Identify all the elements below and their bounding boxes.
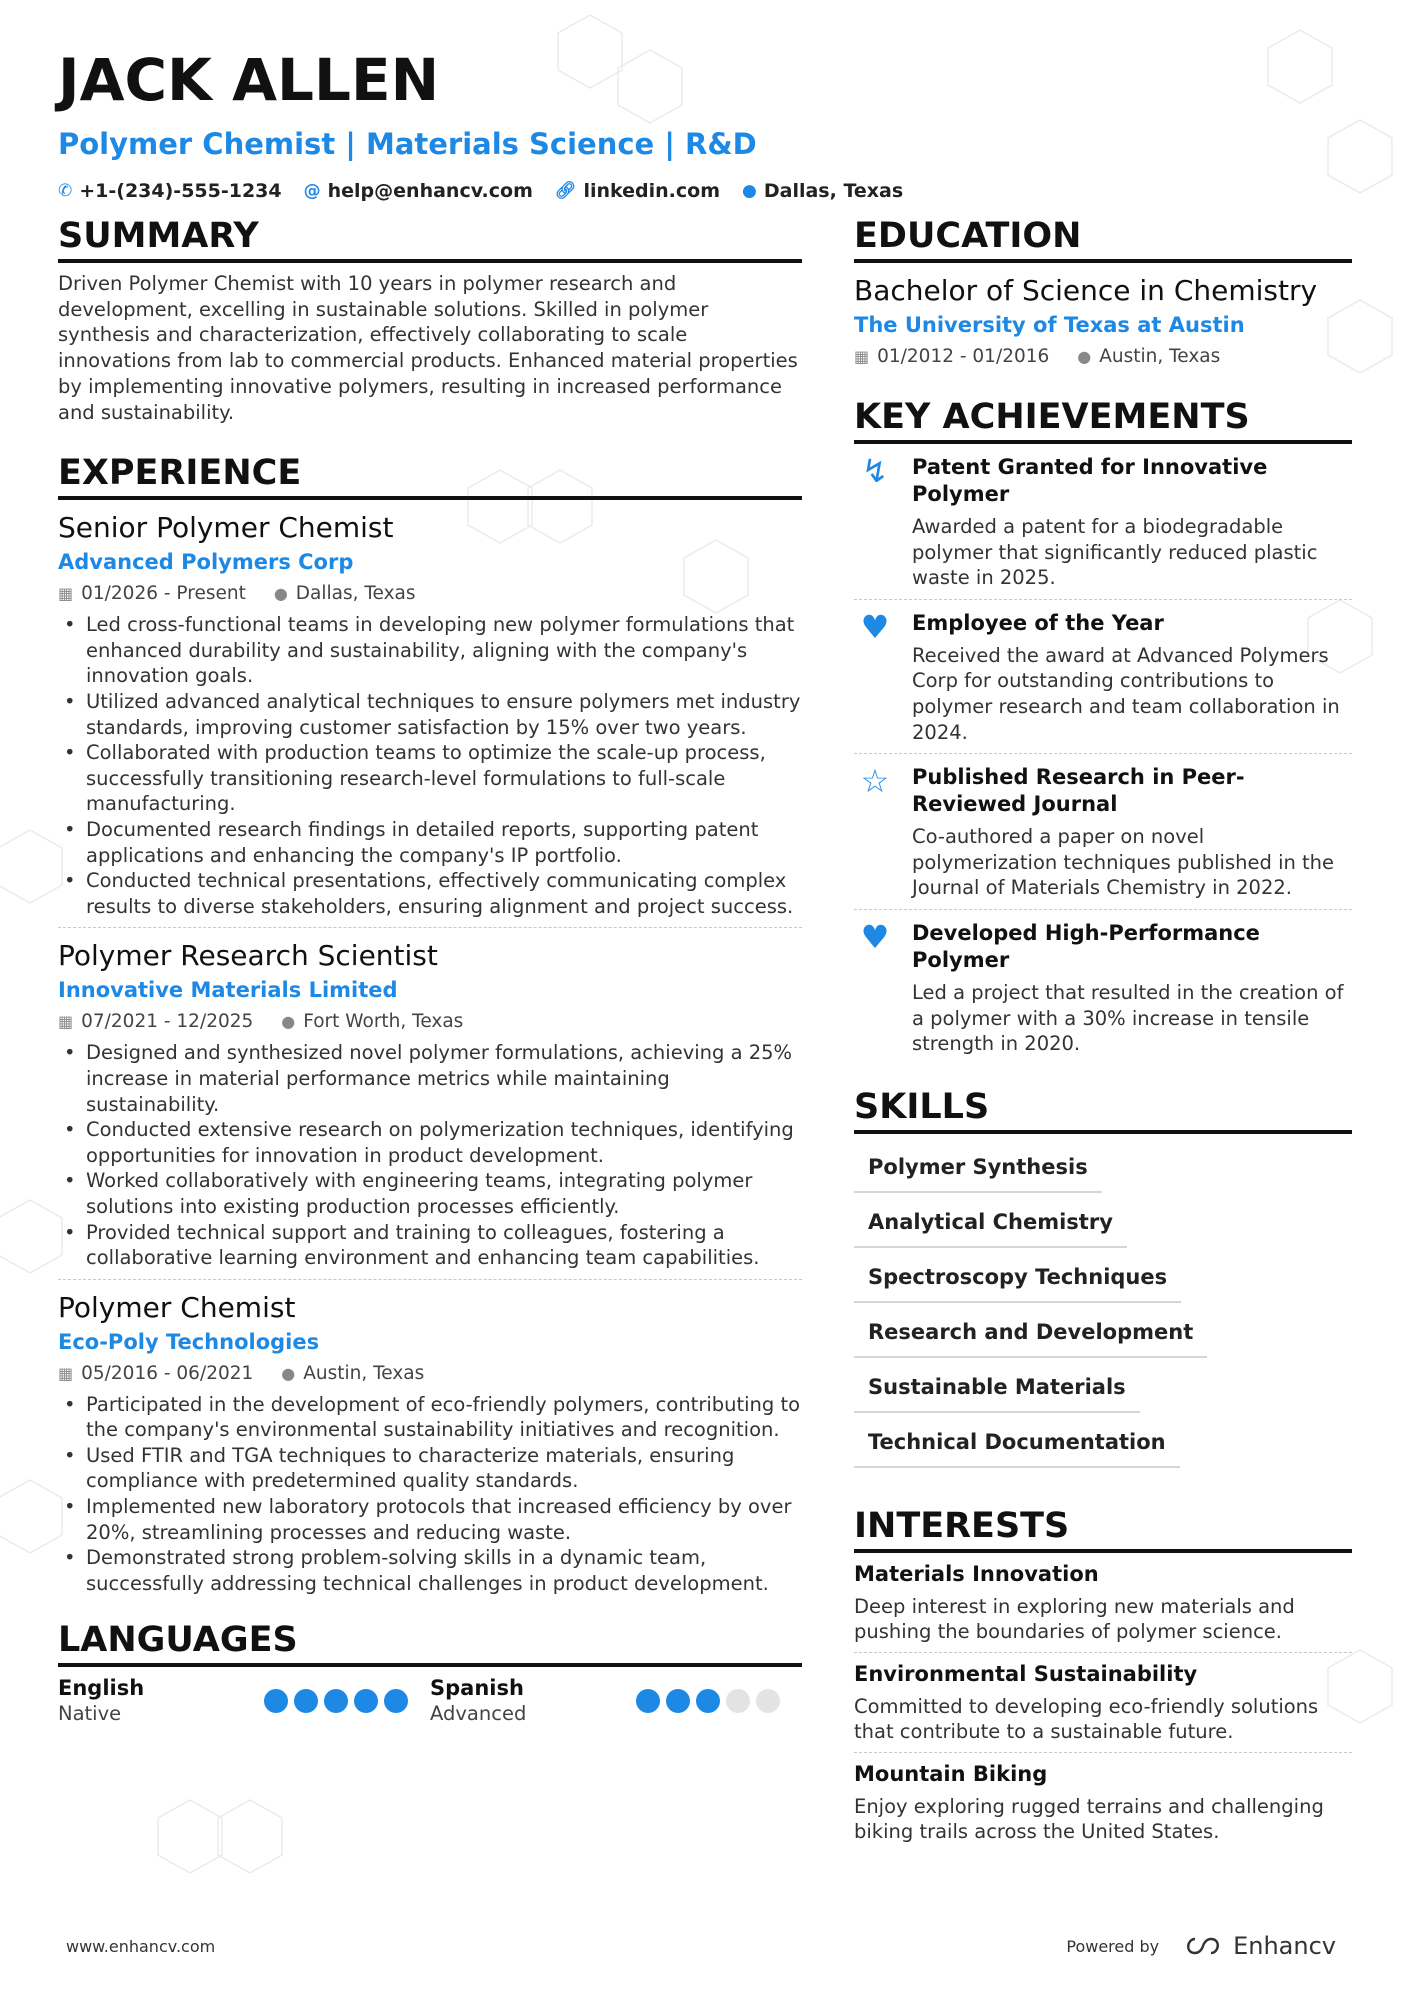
calendar-icon: ▦ — [854, 347, 870, 366]
skill-tag: Technical Documentation — [854, 1419, 1180, 1468]
job-title: Polymer Chemist — [58, 1290, 296, 1324]
achievement-item — [854, 444, 1352, 600]
calendar-icon: ▦ — [58, 1363, 74, 1383]
language-level: Native — [58, 1702, 122, 1726]
summary-section — [58, 214, 802, 425]
achievement-title: Patent Granted for Innovative Polymer — [912, 455, 1268, 506]
brand-name: Enhancv — [1233, 1932, 1336, 1960]
skills-list — [854, 1144, 1352, 1474]
footer — [66, 1932, 1336, 1960]
job-bullet: • Worked collaboratively with engineering teams, integrating polymer solutions into existing production processes efficiently. — [58, 1168, 802, 1219]
interest-desc: Committed to developing eco-friendly solutions that contribute to a sustainable future. — [854, 1694, 1319, 1743]
contact-phone-text: +1-(234)-555-1234 — [79, 180, 282, 202]
job-location: Fort Worth, Texas — [303, 1011, 464, 1033]
language-item — [58, 1675, 430, 1727]
contact-linkedin[interactable] — [555, 180, 720, 202]
language-name: English — [58, 1676, 145, 1701]
job-meta — [58, 1362, 802, 1386]
job-dates: 01/2026 - Present — [81, 583, 246, 605]
header — [58, 44, 1358, 202]
heart-icon: ♥ — [860, 607, 890, 646]
lightning-icon: ↯ — [861, 452, 889, 490]
achievement-title: Employee of the Year — [912, 610, 1164, 635]
achievements-title: KEY ACHIEVEMENTS — [854, 395, 1352, 444]
rating-dot — [666, 1689, 690, 1713]
location-icon: ● — [1077, 347, 1092, 366]
job-bullets — [58, 612, 802, 919]
job-bullet: • Led cross-functional teams in developing new polymer formulations that enhanced durability and sustainability, aligning with the company's innovation goals. — [58, 612, 802, 689]
skill-tag: Sustainable Materials — [854, 1364, 1140, 1413]
contact-location-text: Dallas, Texas — [763, 180, 904, 202]
achievement-desc: Awarded a patent for a biodegradable polymer that significantly reduced plastic waste in 2025. — [912, 515, 1318, 590]
interest-item — [854, 1653, 1352, 1753]
education-dates: 01/2012 - 01/2016 — [877, 346, 1050, 367]
contact-phone[interactable] — [58, 180, 282, 202]
job-dates: 05/2016 - 06/2021 — [81, 1362, 254, 1384]
interest-item — [854, 1753, 1352, 1852]
job-entry — [58, 500, 802, 928]
job-title: Polymer Research Scientist — [58, 939, 438, 973]
phone-icon: ✆ — [58, 181, 73, 201]
calendar-icon: ▦ — [58, 584, 74, 604]
interest-title: Environmental Sustainability — [854, 1661, 1198, 1686]
skills-title: SKILLS — [854, 1085, 1352, 1134]
achievement-item — [854, 600, 1352, 754]
powered-by-text: Powered by — [1066, 1936, 1160, 1956]
job-entry — [58, 1280, 802, 1605]
summary-text: Driven Polymer Chemist with 10 years in polymer research and development, excelling in sustainable solutions. Skilled in polymer synthesis and characterization, effectively collaborating to scale innovations from lab to commercial products. Enhanced material properties by implementing innovative polymers, resulting in increased performance and sustainability. — [58, 272, 798, 424]
interest-desc: Enjoy exploring rugged terrains and challenging biking trails across the United States. — [854, 1794, 1324, 1843]
brand-logo[interactable] — [1181, 1932, 1336, 1960]
achievement-title: Published Research in Peer-Reviewed Journal — [912, 765, 1245, 817]
contact-email-text: help@enhancv.com — [327, 180, 533, 202]
rating-dot — [696, 1689, 720, 1713]
job-dates: 07/2021 - 12/2025 — [81, 1011, 254, 1033]
left-column — [58, 214, 802, 1753]
job-meta — [58, 582, 802, 606]
tagline: Polymer Chemist | Materials Science | R&D — [58, 127, 757, 161]
enhancv-logo-icon — [1181, 1935, 1225, 1957]
languages-title: LANGUAGES — [58, 1618, 802, 1667]
company-name: Advanced Polymers Corp — [58, 550, 354, 575]
achievement-desc: Led a project that resulted in the creation of a polymer with a 30% increase in tensile strength in 2020. — [912, 980, 1344, 1056]
achievement-desc: Received the award at Advanced Polymers Corp for outstanding contributions to polymer research and team collaboration in 2024. — [912, 643, 1340, 744]
experience-section — [58, 451, 802, 1604]
rating-dot — [294, 1689, 318, 1713]
rating-dot — [384, 1689, 408, 1713]
at-icon: @ — [303, 181, 321, 201]
experience-title: EXPERIENCE — [58, 451, 802, 500]
location-icon: ● — [742, 181, 757, 201]
skill-tag: Research and Development — [854, 1309, 1207, 1358]
interests-title: INTERESTS — [854, 1504, 1352, 1553]
interest-title: Mountain Biking — [854, 1761, 1048, 1786]
calendar-icon: ▦ — [58, 1012, 74, 1032]
language-item — [430, 1675, 802, 1727]
job-location: Austin, Texas — [303, 1362, 425, 1384]
right-column — [854, 214, 1352, 1878]
job-bullet: • Utilized advanced analytical techniques to ensure polymers met industry standards, improving customer satisfaction by 15% over two years. — [58, 689, 802, 740]
languages-section — [58, 1618, 802, 1727]
link-icon: 🔗︎ — [554, 181, 577, 201]
language-rating — [264, 1689, 408, 1713]
job-bullet: • Documented research findings in detailed reports, supporting patent applications and enhancing the company's IP portfolio. — [58, 817, 802, 868]
rating-dot — [756, 1689, 780, 1713]
achievement-item — [854, 910, 1352, 1065]
job-meta — [58, 1010, 802, 1034]
rating-dot — [636, 1689, 660, 1713]
job-bullet: • Collaborated with production teams to optimize the scale-up process, successfully transitioning research-level formulations to full-scale manufacturing. — [58, 740, 802, 817]
job-bullet: • Participated in the development of eco-friendly polymers, contributing to the company's environmental sustainability initiatives and recognition. — [58, 1392, 802, 1443]
location-icon: ● — [273, 584, 288, 604]
rating-dot — [726, 1689, 750, 1713]
contact-row — [58, 180, 1358, 202]
job-bullet: • Demonstrated strong problem-solving skills in a dynamic team, successfully addressing technical challenges in product development. — [58, 1545, 802, 1596]
job-location: Dallas, Texas — [295, 583, 416, 605]
education-school: The University of Texas at Austin — [854, 313, 1245, 337]
skill-tag: Spectroscopy Techniques — [854, 1254, 1181, 1303]
company-name: Eco-Poly Technologies — [58, 1329, 320, 1354]
language-name: Spanish — [430, 1676, 524, 1701]
footer-website[interactable]: www.enhancv.com — [66, 1936, 216, 1956]
heart-icon: ♥ — [860, 917, 890, 956]
rating-dot — [354, 1689, 378, 1713]
interest-item — [854, 1553, 1352, 1653]
language-rating — [636, 1689, 780, 1713]
job-bullets — [58, 1392, 802, 1597]
achievement-item — [854, 754, 1352, 910]
language-level: Advanced — [430, 1702, 527, 1726]
candidate-name: JACK ALLEN — [58, 46, 440, 114]
skills-section — [854, 1085, 1352, 1474]
rating-dot — [264, 1689, 288, 1713]
contact-linkedin-text: linkedin.com — [583, 180, 721, 202]
job-bullet: • Designed and synthesized novel polymer formulations, achieving a 25% increase in material performance metrics while maintaining sustainability. — [58, 1040, 802, 1117]
contact-location — [742, 180, 903, 202]
interests-section — [854, 1504, 1352, 1852]
education-meta — [854, 345, 1352, 369]
job-title: Senior Polymer Chemist — [58, 511, 394, 545]
rating-dot — [324, 1689, 348, 1713]
interest-desc: Deep interest in exploring new materials and pushing the boundaries of polymer science. — [854, 1594, 1295, 1643]
interest-title: Materials Innovation — [854, 1561, 1099, 1586]
achievements-section — [854, 395, 1352, 1065]
job-bullet: • Provided technical support and training to colleagues, fostering a collaborative learning environment and enhancing team capabilities. — [58, 1220, 802, 1271]
summary-title: SUMMARY — [58, 214, 802, 263]
education-section — [854, 214, 1352, 369]
job-bullets — [58, 1040, 802, 1270]
education-location: Austin, Texas — [1099, 346, 1221, 367]
skill-tag: Analytical Chemistry — [854, 1199, 1127, 1248]
location-icon: ● — [281, 1363, 296, 1383]
job-bullet: • Used FTIR and TGA techniques to characterize materials, ensuring compliance with predetermined quality standards. — [58, 1443, 802, 1494]
job-entry — [58, 928, 802, 1279]
star-icon: ☆ — [860, 762, 890, 801]
contact-email[interactable] — [304, 180, 533, 202]
job-bullet: • Conducted technical presentations, effectively communicating complex results to diverse stakeholders, ensuring alignment and project success. — [58, 868, 802, 919]
location-icon: ● — [281, 1012, 296, 1032]
achievement-desc: Co-authored a paper on novel polymerization techniques published in the Journal of Materials Chemistry in 2022. — [912, 825, 1335, 900]
education-title: EDUCATION — [854, 214, 1352, 263]
job-bullet: • Implemented new laboratory protocols that increased efficiency by over 20%, streamlining processes and reducing waste. — [58, 1494, 802, 1545]
education-degree: Bachelor of Science in Chemistry — [854, 274, 1318, 307]
powered-by — [1066, 1932, 1336, 1960]
company-name: Innovative Materials Limited — [58, 978, 398, 1003]
skill-tag: Polymer Synthesis — [854, 1144, 1102, 1193]
achievement-title: Developed High-Performance Polymer — [912, 920, 1260, 972]
languages-list — [58, 1675, 802, 1727]
job-bullet: • Conducted extensive research on polymerization techniques, identifying opportunities for innovation in product development. — [58, 1117, 802, 1168]
